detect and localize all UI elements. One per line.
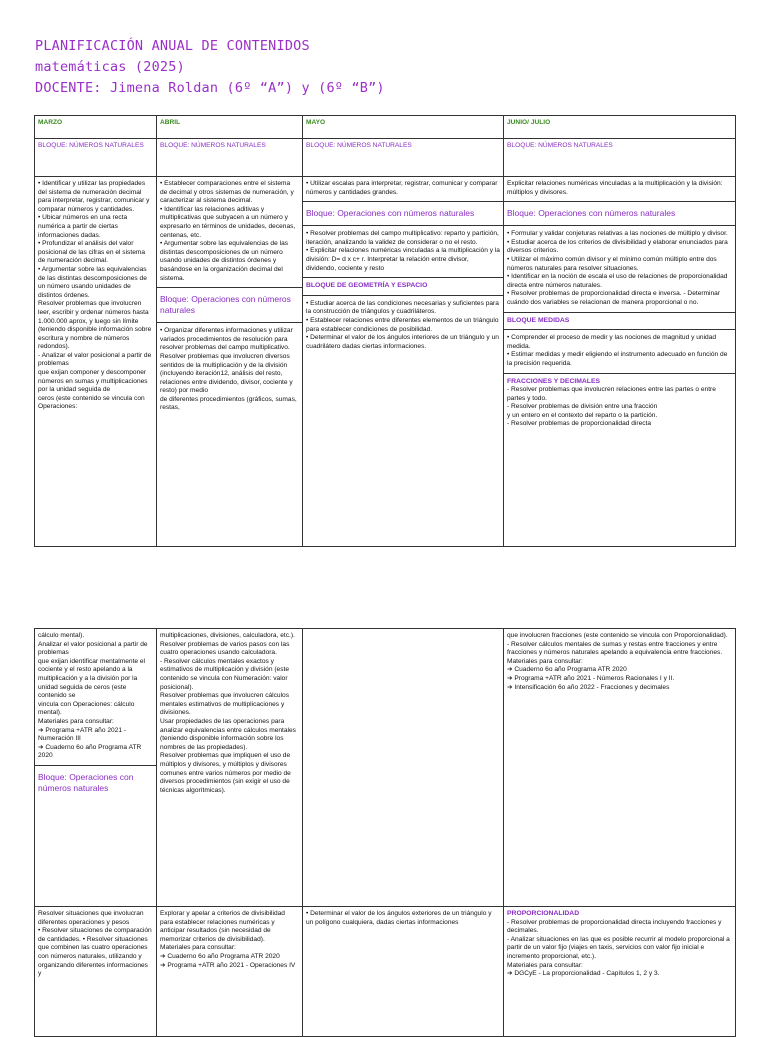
junio-subheading-operaciones: Bloque: Operaciones con números naturales xyxy=(507,208,676,219)
marzo-content-p2: cálculo mental). Analizar el valor posicional a partir de problemas que exijan identificar mentalmente el cociente y el resto apelando a la multiplicación y a la división por la unidad seguida de ceros (este contenido se vincula con Operaciones: cálculo mental). Materiales para consultar: ➔ Programa +ATR año 2021 - Numeración III ➔ Cuaderno 6o año Programa ATR 2020 xyxy=(38,632,148,760)
content-cell-abril-p2 xyxy=(157,629,303,907)
document-subtitle: matemáticas (2025) xyxy=(35,59,185,75)
junio-content-p2: que involucren fracciones (este contenido se vincula con Proporcionalidad). - Resolver cálculos mentales de sumas y restas entre fracciones y entre fracciones y números naturales apelando a equivalencia entre fracciones. Materiales para consultar: ➔ Cuaderno 6o año Programa ATR 2020 ➔ Programa +ATR año 2021 - Números Racionales I y II. ➔ Intensificación 6o año 2022 - Fracciones y decimales xyxy=(507,632,728,691)
abril-content-bottom: • Organizar diferentes informaciones y utilizar variados procedimientos de resolución para resolver problemas del campo multiplicativo. Resolver problemas que involucren diversos sentidos de la multiplicación y de la división (incluyendo iteración12, análisis del resto, relaciones entre dividendo, divisor, cociente y resto) por medio de diferentes procedimientos (gráficos, sumas, restas, xyxy=(160,327,297,412)
junio-subheading-proporcionalidad: PROPORCIONALIDAD xyxy=(507,910,580,917)
column-header-junio: JUNIO/ JULIO xyxy=(504,116,736,139)
content-cell-junio-p3 xyxy=(504,907,736,1037)
junio-subheading-fracciones: FRACCIONES Y DECIMALES xyxy=(507,377,601,385)
planning-table-page-2 xyxy=(34,628,736,1037)
block-title-mayo: BLOQUE: NÚMEROS NATURALES xyxy=(303,139,504,177)
mayo-subheading-operaciones: Bloque: Operaciones con números naturales xyxy=(306,208,475,219)
divider xyxy=(303,225,503,226)
mayo-content-3: • Estudiar acerca de las condiciones necesarias y suficientes para la construcción de triángulos y cuadriláteros. • Establecer relaciones entre diferentes elementos de un triángulo para establecer condiciones de posibilidad. • Determinar el valor de los ángulos interiores de un triángulo y un cuadrilátero dadas ciertas informaciones. xyxy=(306,299,499,350)
abril-content-p2: multiplicaciones, divisiones, calculadora, etc.). Resolver problemas de varios pasos con las cuatro operaciones usando calculadora. - Resolver cálculos mentales exactos y estimativos de multiplicación y división (este contenido se vincula con Numeración: valor posicional). Resolver problemas que involucren cálculos mentales estimativos de multiplicaciones y divisiones. Usar propiedades de las operaciones para analizar equivalencias entre cálculos mentales (teniendo disponible información sobre los nombres de las propiedades). Resolver problemas que impliquen el uso de múltiplos y divisores, y múltiplos y divisores comunes entre varios números por medio de diversos procedimientos (sin exigir el uso de técnicas algorítmicas). xyxy=(160,632,296,794)
divider xyxy=(157,287,302,288)
content-cell-junio-p2 xyxy=(504,629,736,907)
document-title: PLANIFICACIÓN ANUAL DE CONTENIDOS xyxy=(35,38,310,54)
column-header-mayo: MAYO xyxy=(303,116,504,139)
document-header xyxy=(35,36,385,99)
marzo-content-p3: Resolver situaciones que involucran diferentes operaciones y pesos • Resolver situaciones de comparación de cantidades. • Resolver situaciones que combinen las cuatro operaciones con números naturales, utilizando y organizando diferentes informaciones y xyxy=(38,910,152,978)
mayo-content-1: • Utilizar escalas para interpretar, registrar, comunicar y comparar números y cantidades grandes. xyxy=(306,180,498,196)
mayo-content-2: • Resolver problemas del campo multiplicativo: reparto y partición, iteración, analizando la validez de considerar o no el resto. • Explicitar relaciones numéricas vinculadas a la multiplicación y la división: D= d x c+ r. Interpretar la relación entre divisor, dividendo, cociente y resto xyxy=(306,230,500,272)
content-cell-junio xyxy=(504,177,736,547)
divider xyxy=(157,322,302,323)
divider xyxy=(35,765,156,766)
column-header-marzo: MARZO xyxy=(35,116,157,139)
mayo-content-p3: • Determinar el valor de los ángulos exteriores de un triángulo y un polígono cualquiera, dadas ciertas informaciones xyxy=(306,910,492,926)
junio-content-4: - Resolver problemas que involucren relaciones entre las partes o entre partes y todo. - Resolver problemas de división entre una fracción y un entero en el contexto del reparto o la partición. - Resolver problemas de proporcionalidad directa xyxy=(507,386,716,428)
junio-content-p3: - Resolver problemas de proporcionalidad directa incluyendo fracciones y decimales. - Analizar situaciones en las que es posible recurrir al modelo proporcional a partir de un valor fijo (viajes en taxis, servicios con valor fijo inicial e incremento proporcional, etc.). Materiales para consultar: ➔ DGCyE - La proporcionalidad - Capítulos 1, 2 y 3. xyxy=(507,918,730,978)
content-cell-abril xyxy=(157,177,303,547)
divider xyxy=(504,329,735,330)
block-title-junio: BLOQUE: NÚMEROS NATURALES xyxy=(504,139,736,177)
abril-content-p3: Explorar y apelar a criterios de divisibilidad para establecer relaciones numéricas y anticipar resultados (sin necesidad de memorizar criterios de divisibilidad). Materiales para consultar: ➔ Cuaderno 6o año Programa ATR 2020 ➔ Programa +ATR año 2021 - Operaciones IV xyxy=(160,910,296,969)
content-cell-mayo-p2 xyxy=(303,629,504,907)
junio-content-1: Explicitar relaciones numéricas vinculadas a la multiplicación y la división: múltiplos y divisores. xyxy=(507,180,723,196)
marzo-subheading-operaciones: Bloque: Operaciones con números naturales xyxy=(38,771,134,793)
planning-table-page-1 xyxy=(34,115,736,547)
divider xyxy=(504,373,735,374)
marzo-content: • Identificar y utilizar las propiedades del sistema de numeración decimal para interpretar, registrar, comunicar y comparar números y cantidades. • Ubicar números en una recta numérica a partir de ciertas informaciones dadas. • Profundizar el análisis del valor posicional de las cifras en el sistema de numeración decimal. • Argumentar sobre las equivalencias de las distintas descomposiciones de un número usando unidades de distintos órdenes. Resolver problemas que involucren leer, escribir y ordenar números hasta 1.000.000 aprox, y luego sin límite (teniendo disponible información sobre escritura y nombre de números redondos). - Analizar el valor posicional a partir de problemas que exijan componer y descomponer números en sumas y multiplicaciones por la unidad seguida de ceros (este contenido se vincula con Operaciones: xyxy=(38,180,152,411)
block-title-abril: BLOQUE: NÚMEROS NATURALES xyxy=(157,139,303,177)
mayo-subheading-geometria: BLOQUE DE GEOMETRÍA Y ESPACIO xyxy=(306,282,428,290)
block-title-marzo: BLOQUE: NÚMEROS NATURALES xyxy=(35,139,157,177)
divider xyxy=(504,225,735,226)
content-cell-marzo-p2 xyxy=(35,629,157,907)
divider xyxy=(504,201,735,202)
junio-subheading-medidas: BLOQUE MEDIDAS xyxy=(507,316,570,324)
teacher-line: DOCENTE: Jimena Roldan (6º “A”) y (6º “B”) xyxy=(35,80,385,96)
content-cell-marzo-p3 xyxy=(35,907,157,1037)
content-cell-mayo xyxy=(303,177,504,547)
junio-content-2: • Formular y validar conjeturas relativas a las nociones de múltiplo y divisor. • Estudiar acerca de los criterios de divisibilidad y elaborar enunciados para diversos criterios. • Utilizar el máximo común divisor y el mínimo común múltiplo entre dos números naturales para resolver situaciones. • Identificar en la noción de escala el uso de relaciones de proporcionalidad directa entre números naturales. • Resolver problemas de proporcionalidad directa e inversa. - Determinar cuándo dos variables se relacionan de manera proporcional o no. xyxy=(507,230,728,306)
divider xyxy=(303,295,503,296)
abril-content-top: • Establecer comparaciones entre el sistema de decimal y otros sistemas de numeración, y caracterizar al sistema decimal. • Identificar las relaciones aditivas y multiplicativas que subyacen a un número y expresarlo en términos de unidades, decenas, centenas, etc. • Argumentar sobre las equivalencias de las distintas descomposiciones de un número usando unidades de distintos órdenes y basándose en la organización decimal del sistema. xyxy=(160,180,296,282)
abril-subheading: Bloque: Operaciones con números naturales xyxy=(160,294,291,316)
divider xyxy=(303,201,503,202)
content-cell-mayo-p3 xyxy=(303,907,504,1037)
divider xyxy=(504,312,735,313)
content-cell-marzo xyxy=(35,177,157,547)
content-cell-abril-p3 xyxy=(157,907,303,1037)
divider xyxy=(303,277,503,278)
column-header-abril: ABRIL xyxy=(157,116,303,139)
junio-content-3: • Comprender el proceso de medir y las nociones de magnitud y unidad medida. • Estimar medidas y medir eligiendo el instrumento adecuado en función de la precisión requerida. xyxy=(507,334,728,367)
